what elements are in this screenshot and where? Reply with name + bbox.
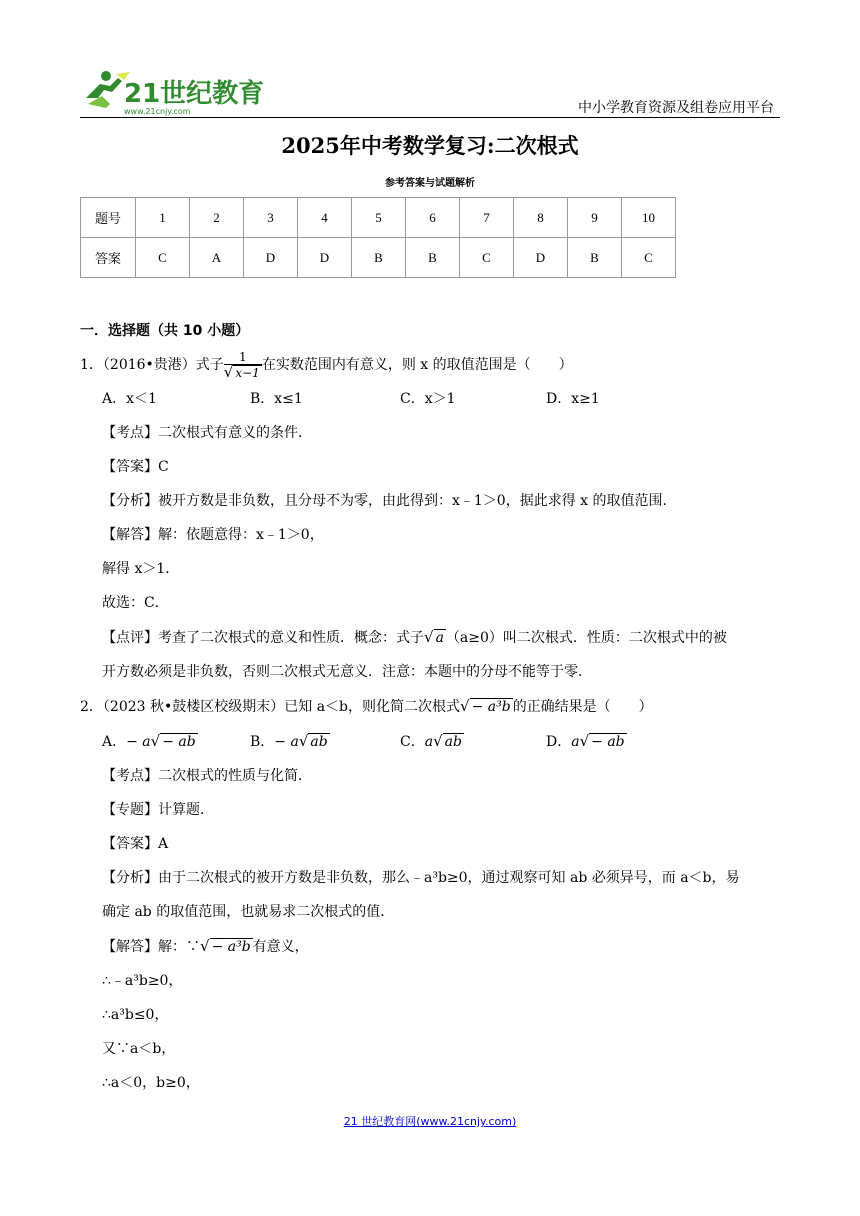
q1-option-b: B．x≤1 [250, 391, 303, 407]
q2-option-c-label: C． [400, 734, 425, 750]
q2-jieda-radicand: − a³b [211, 939, 251, 955]
q2-option-c: C．a√ ab [400, 732, 462, 750]
question-2-stem: 2．（2023 秋•鼓楼区校级期末）已知 a＜b，则化简二次根式√ − a³b 的正确结果是（ ） [80, 697, 653, 715]
q2-fenxi-line-2: 确定 ab 的取值范围，也就易求二次根式的值． [102, 904, 395, 920]
table-cell: 2 [190, 198, 244, 238]
table-cell: A [190, 238, 244, 278]
table-cell: 1 [136, 198, 190, 238]
q2-kaodian: 【考点】二次根式的性质与化简． [102, 768, 312, 784]
table-cell: 6 [406, 198, 460, 238]
q2-stem-radicand: − a³b [471, 699, 511, 715]
q2-step-4: ∴a＜0，b≥0， [102, 1075, 200, 1091]
table-cell: C [136, 238, 190, 278]
q1-dianping-prefix: 【点评】考查了二次根式的意义和性质．概念：式子 [102, 630, 424, 646]
table-cell: 3 [244, 198, 298, 238]
table-cell: D [514, 238, 568, 278]
table-cell: C [460, 238, 514, 278]
q2-option-a-coef: − a [126, 734, 151, 750]
q2-option-d-radicand: − ab [591, 734, 625, 750]
table-cell: B [406, 238, 460, 278]
q2-answer: 【答案】A [102, 836, 169, 852]
q1-option-c: C．x＞1 [400, 391, 456, 407]
q1-fraction [224, 350, 262, 380]
q2-option-b-label: B． [250, 734, 275, 750]
q2-option-a-radicand: − ab [162, 734, 196, 750]
question-1-stem [80, 348, 782, 382]
q2-option-d-coef: a [571, 734, 580, 750]
q1-frac-den-radicand: x−1 [235, 366, 260, 380]
q1-stem-prefix: 1．（2016•贵港）式子 [80, 357, 224, 373]
q1-dianping-radicand: a [435, 630, 444, 646]
q2-option-b: B．− a√ ab [250, 732, 328, 750]
footer-link[interactable]: 21 世纪教育网(www.21cnjy.com) [343, 1115, 517, 1128]
q2-jieda: 【解答】解：∵√ − a³b 有意义， [102, 937, 309, 955]
q1-solution-line-2: 解得 x＞1． [102, 561, 180, 577]
question-2-options [80, 724, 782, 759]
logo-text: 21世纪教育 [124, 79, 265, 109]
q2-option-a: A．− a√ − ab [102, 732, 196, 750]
q1-frac-denominator: √ x−1 [223, 363, 260, 381]
q2-jieda-prefix: 【解答】解：∵ [102, 939, 200, 955]
answer-table-row-answers [81, 238, 676, 278]
q1-frac-numerator: 1 [224, 350, 262, 365]
question-1-options [80, 382, 782, 416]
q1-fenxi: 【分析】被开方数是非负数，且分母不为零，由此得到：x﹣1＞0，据此求得 x 的取值范围． [102, 493, 677, 509]
page-subtitle: 参考答案与试题解析 [385, 178, 475, 189]
table-cell: 4 [298, 198, 352, 238]
q1-solution-line-3: 故选：C． [102, 595, 169, 611]
document-body [80, 314, 782, 1100]
row-label-answer: 答案 [81, 238, 136, 278]
q2-zhuanti: 【专题】计算题． [102, 802, 214, 818]
q1-stem-suffix: 在实数范围内有意义，则 x 的取值范围是（ ） [261, 357, 573, 373]
q2-step-1: ∴﹣a³b≥0， [102, 973, 183, 989]
answer-table [80, 197, 676, 278]
table-cell: D [244, 238, 298, 278]
page-title: 2025年中考数学复习:二次根式 [281, 133, 579, 158]
q2-step-3: 又∵a＜b， [102, 1041, 176, 1057]
table-cell: C [622, 238, 676, 278]
q2-option-a-label: A． [102, 734, 127, 750]
q2-option-c-coef: a [424, 734, 434, 750]
table-cell: 8 [514, 198, 568, 238]
q2-jieda-suffix: 有意义， [252, 939, 309, 955]
header-platform-text: 中小学教育资源及组卷应用平台 [578, 100, 774, 116]
answer-table-row-numbers [81, 198, 676, 238]
q1-dianping-suffix: （a≥0）叫二次根式．性质：二次根式中的被 [445, 630, 727, 646]
q2-option-b-coef: − a [274, 734, 299, 750]
q2-stem-prefix: 2．（2023 秋•鼓楼区校级期末）已知 a＜b，则化简二次根式 [80, 699, 461, 715]
q2-step-2: ∴a³b≤0， [102, 1007, 169, 1023]
table-cell: B [568, 238, 622, 278]
logo [80, 68, 265, 116]
header-divider [80, 117, 780, 118]
table-cell: D [298, 238, 352, 278]
q2-option-d-label: D． [546, 734, 572, 750]
q2-fenxi-line-1: 【分析】由于二次根式的被开方数是非负数，那么﹣a³b≥0，通过观察可知 ab 必须异号，而 a＜b，易 [102, 870, 740, 886]
q1-kaodian: 【考点】二次根式有意义的条件． [102, 425, 312, 441]
table-cell: 7 [460, 198, 514, 238]
table-cell: B [352, 238, 406, 278]
q2-option-c-radicand: ab [444, 734, 462, 750]
table-cell: 10 [622, 198, 676, 238]
table-cell: 9 [568, 198, 622, 238]
section-title: 一．选择题（共 10 小题） [80, 323, 250, 339]
logo-runner-icon [80, 68, 265, 116]
q1-dianping: 【点评】考查了二次根式的意义和性质．概念：式子√ a （a≥0）叫二次根式．性质：二次根式中的被 [102, 628, 727, 646]
logo-url: www.21cnjy.com [124, 107, 191, 116]
q1-option-a: A．x＜1 [102, 391, 157, 407]
q1-option-d: D．x≥1 [546, 391, 600, 407]
q1-answer: 【答案】C [102, 459, 169, 475]
q2-option-b-radicand: ab [310, 734, 328, 750]
row-label-number: 题号 [81, 198, 136, 238]
q1-dianping-line-2: 开方数必须是非负数，否则二次根式无意义．注意：本题中的分母不能等于零． [102, 664, 592, 680]
q1-jieda: 【解答】解：依题意得：x﹣1＞0， [102, 527, 324, 543]
q2-option-d: D．a√ − ab [546, 732, 625, 750]
table-cell: 5 [352, 198, 406, 238]
q2-stem-suffix: 的正确结果是（ ） [512, 699, 653, 715]
